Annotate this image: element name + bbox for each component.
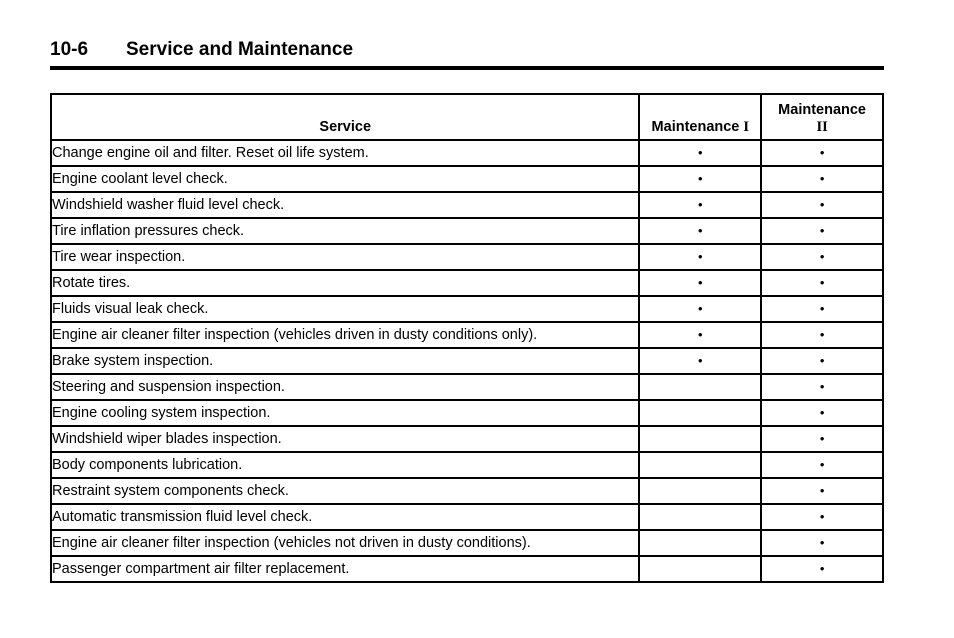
table-body (51, 140, 883, 582)
section-title: Service and Maintenance (126, 39, 354, 60)
column-header-maintenance-1 (639, 94, 761, 140)
maintenance-1-mark (639, 478, 761, 504)
service-cell: Tire inflation pressures check. (51, 218, 639, 244)
maintenance-1-mark (639, 400, 761, 426)
maintenance-2-mark: • (761, 504, 883, 530)
maintenance-2-mark: • (761, 530, 883, 556)
table-row (51, 192, 883, 218)
column-header-maintenance-1-word: Maintenance (651, 119, 740, 135)
maintenance-1-mark: • (639, 322, 761, 348)
table-row (51, 140, 883, 166)
maintenance-1-mark: • (639, 348, 761, 374)
maintenance-1-mark: • (639, 296, 761, 322)
table-row (51, 166, 883, 192)
service-cell: Rotate tires. (51, 270, 639, 296)
page-number: 10-6 (50, 39, 89, 60)
table-header (51, 94, 883, 140)
maintenance-1-mark (639, 452, 761, 478)
table-row (51, 244, 883, 270)
column-header-maintenance-2-word: Maintenance (778, 102, 867, 118)
table-row (51, 478, 883, 504)
service-cell: Restraint system components check. (51, 478, 639, 504)
service-cell: Fluids visual leak check. (51, 296, 639, 322)
maintenance-2-mark: • (761, 322, 883, 348)
maintenance-1-mark: • (639, 192, 761, 218)
table-row (51, 556, 883, 582)
table-row (51, 504, 883, 530)
service-cell: Engine air cleaner filter inspection (vehicles not driven in dusty conditions). (51, 530, 639, 556)
maintenance-2-mark: • (761, 478, 883, 504)
service-cell: Automatic transmission fluid level check. (51, 504, 639, 530)
service-cell: Windshield wiper blades inspection. (51, 426, 639, 452)
maintenance-1-mark (639, 374, 761, 400)
table-row (51, 426, 883, 452)
maintenance-1-mark: • (639, 244, 761, 270)
column-header-service (51, 94, 639, 140)
maintenance-2-mark: • (761, 166, 883, 192)
maintenance-1-mark: • (639, 166, 761, 192)
maintenance-2-mark: • (761, 348, 883, 374)
maintenance-2-mark: • (761, 374, 883, 400)
maintenance-2-mark: • (761, 400, 883, 426)
maintenance-1-mark (639, 556, 761, 582)
table-row (51, 322, 883, 348)
service-cell: Brake system inspection. (51, 348, 639, 374)
maintenance-2-mark: • (761, 218, 883, 244)
maintenance-2-mark: • (761, 452, 883, 478)
column-header-maintenance-1-numeral: I (743, 119, 750, 135)
table-row (51, 452, 883, 478)
maintenance-2-mark: • (761, 426, 883, 452)
maintenance-2-mark: • (761, 140, 883, 166)
maintenance-1-mark: • (639, 270, 761, 296)
maintenance-1-mark (639, 530, 761, 556)
column-header-maintenance-2-numeral: II (816, 119, 828, 135)
table-row (51, 374, 883, 400)
header-row (51, 94, 883, 140)
maintenance-2-mark: • (761, 244, 883, 270)
maintenance-2-mark: • (761, 296, 883, 322)
table-row (51, 296, 883, 322)
table-row (51, 348, 883, 374)
service-cell: Engine cooling system inspection. (51, 400, 639, 426)
page-header (50, 38, 884, 70)
maintenance-2-mark: • (761, 556, 883, 582)
maintenance-1-mark: • (639, 218, 761, 244)
service-cell: Passenger compartment air filter replacement. (51, 556, 639, 582)
table-row (51, 400, 883, 426)
service-cell: Engine air cleaner filter inspection (vehicles driven in dusty conditions only). (51, 322, 639, 348)
maintenance-2-mark: • (761, 270, 883, 296)
service-cell: Engine coolant level check. (51, 166, 639, 192)
service-cell: Steering and suspension inspection. (51, 374, 639, 400)
maintenance-schedule-table (50, 93, 884, 583)
column-header-service-label: Service (319, 119, 372, 135)
table-row (51, 218, 883, 244)
service-cell: Windshield washer fluid level check. (51, 192, 639, 218)
maintenance-2-mark: • (761, 192, 883, 218)
maintenance-1-mark (639, 504, 761, 530)
maintenance-1-mark: • (639, 140, 761, 166)
maintenance-1-mark (639, 426, 761, 452)
service-cell: Body components lubrication. (51, 452, 639, 478)
column-header-maintenance-2 (761, 94, 883, 140)
table-row (51, 530, 883, 556)
service-cell: Tire wear inspection. (51, 244, 639, 270)
service-cell: Change engine oil and filter. Reset oil life system. (51, 140, 639, 166)
table-row (51, 270, 883, 296)
